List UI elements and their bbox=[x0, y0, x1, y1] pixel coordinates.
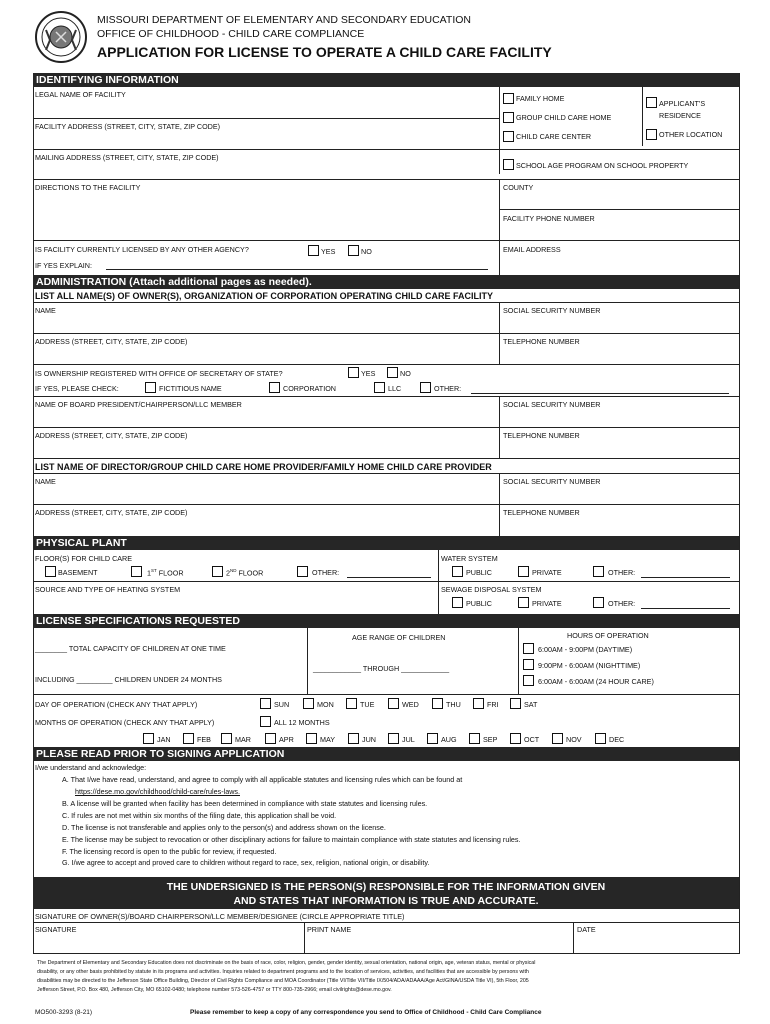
ack-a: A. That I/we have read, understand, and agree to comply with all applicable statutes and licensing rules which can be found at bbox=[62, 775, 463, 784]
sewage-other-label: OTHER: bbox=[608, 599, 636, 608]
sewage-public-checkbox[interactable] bbox=[452, 597, 463, 608]
section-physical-plant: PHYSICAL PLANT bbox=[33, 536, 739, 550]
fictitious-checkbox[interactable] bbox=[145, 382, 156, 393]
remember-note: Please remember to keep a copy of any correspondence you send to Office of Childhood - Child Care Compliance bbox=[190, 1009, 542, 1016]
day-sun-label: SUN bbox=[274, 700, 290, 709]
nighttime-checkbox[interactable] bbox=[523, 659, 534, 670]
month-jan-checkbox[interactable] bbox=[143, 733, 154, 744]
date-label: DATE bbox=[577, 925, 596, 934]
month-jun-checkbox[interactable] bbox=[348, 733, 359, 744]
form-number: MO500-3293 (8-21) bbox=[35, 1009, 93, 1016]
daytime-checkbox[interactable] bbox=[523, 643, 534, 654]
board-address-label: ADDRESS (STREET, CITY, STATE, ZIP CODE) bbox=[35, 431, 188, 440]
board-ssn-label: SOCIAL SECURITY NUMBER bbox=[503, 400, 601, 409]
signature-field[interactable] bbox=[34, 935, 303, 952]
month-feb-checkbox[interactable] bbox=[183, 733, 194, 744]
owner-telephone-label: TELEPHONE NUMBER bbox=[503, 337, 580, 346]
day-tue-checkbox[interactable] bbox=[346, 698, 357, 709]
all12-label: ALL 12 MONTHS bbox=[274, 718, 330, 727]
county-label: COUNTY bbox=[503, 183, 534, 192]
second-floor-label: 2ND FLOOR bbox=[226, 568, 264, 578]
month-apr-checkbox[interactable] bbox=[265, 733, 276, 744]
first-floor-checkbox[interactable] bbox=[131, 566, 142, 577]
sos-no-label: NO bbox=[400, 369, 411, 378]
corporation-label: CORPORATION bbox=[283, 384, 336, 393]
month-jan-label: JAN bbox=[157, 735, 171, 744]
email-label: EMAIL ADDRESS bbox=[503, 245, 561, 254]
sewage-private-label: PRIVATE bbox=[532, 599, 562, 608]
legal-name-label: LEGAL NAME OF FACILITY bbox=[35, 90, 126, 99]
day-wed-checkbox[interactable] bbox=[388, 698, 399, 709]
nondiscrimination-line-3: disabilities may be directed to the Jefferson State Office Building, Director of Civil Rights Compliance and MOA Coordinator (Title VI/Title VII/Title IX/504/ADA/ADAAA/Age Act/GINA/USDA Title VI), 5th Floor, 205 bbox=[37, 978, 529, 984]
basement-label: BASEMENT bbox=[58, 568, 98, 577]
day-sat-label: SAT bbox=[524, 700, 538, 709]
nighttime-label: 9:00PM - 6:00AM (NIGHTTIME) bbox=[538, 661, 641, 670]
water-public-label: PUBLIC bbox=[466, 568, 492, 577]
24hour-label: 6:00AM - 6:00AM (24 HOUR CARE) bbox=[538, 677, 654, 686]
first-floor-label: 1ST FLOOR bbox=[147, 568, 184, 578]
sewage-other-checkbox[interactable] bbox=[593, 597, 604, 608]
day-sat-checkbox[interactable] bbox=[510, 698, 521, 709]
owner-ssn-label: SOCIAL SECURITY NUMBER bbox=[503, 306, 601, 315]
facility-address-label: FACILITY ADDRESS (STREET, CITY, STATE, ZIP CODE) bbox=[35, 122, 221, 131]
floor-other-label: OTHER: bbox=[312, 568, 340, 577]
nondiscrimination-line-1: The Department of Elementary and Secondary Education does not discriminate on the basis of race, color, religion, gender, gender identity, sexual orientation, national origin, age, veteran status, mental or physical bbox=[37, 960, 536, 966]
licensed-question: IS FACILITY CURRENTLY LICENSED BY ANY OTHER AGENCY? bbox=[35, 245, 249, 254]
sos-no-checkbox[interactable] bbox=[387, 367, 398, 378]
group-home-checkbox[interactable] bbox=[503, 112, 514, 123]
water-other-checkbox[interactable] bbox=[593, 566, 604, 577]
day-tue-label: TUE bbox=[360, 700, 375, 709]
school-age-checkbox[interactable] bbox=[503, 159, 514, 170]
under-24-label: INCLUDING _________ CHILDREN UNDER 24 MONTHS bbox=[35, 675, 222, 684]
other-location-checkbox[interactable] bbox=[646, 129, 657, 140]
rules-link[interactable]: https://dese.mo.gov/childhood/child-care/rules-laws. bbox=[75, 787, 240, 796]
facility-phone-label: FACILITY PHONE NUMBER bbox=[503, 214, 595, 223]
print-name-field[interactable] bbox=[305, 935, 572, 952]
section-administration: ADMINISTRATION (Attach additional pages as needed). bbox=[33, 275, 739, 289]
total-capacity-label: ________ TOTAL CAPACITY OF CHILDREN AT ONE TIME bbox=[35, 644, 226, 653]
all12-checkbox[interactable] bbox=[260, 716, 271, 727]
ack-g: G. I/we agree to accept and proved care to children without regard to race, sex, religion, national origin, or disability. bbox=[62, 858, 430, 867]
sewage-other-field[interactable] bbox=[641, 608, 730, 609]
ack-d: D. The license is not transferable and applies only to the person(s) and address shown on the license. bbox=[62, 823, 386, 832]
list-owners-label: LIST ALL NAME(S) OF OWNER(S), ORGANIZATION OF CORPORATION OPERATING CHILD CARE FACILITY bbox=[35, 291, 493, 301]
month-dec-checkbox[interactable] bbox=[595, 733, 606, 744]
owner-address-label: ADDRESS (STREET, CITY, STATE, ZIP CODE) bbox=[35, 337, 188, 346]
sos-yes-checkbox[interactable] bbox=[348, 367, 359, 378]
day-mon-label: MON bbox=[317, 700, 334, 709]
month-sep-label: SEP bbox=[483, 735, 498, 744]
age-range-label: AGE RANGE OF CHILDREN bbox=[352, 633, 446, 642]
month-nov-label: NOV bbox=[566, 735, 582, 744]
applicants-label: APPLICANT'S bbox=[659, 99, 706, 108]
months-operation-label: MONTHS OF OPERATION (CHECK ANY THAT APPLY) bbox=[35, 718, 215, 727]
family-home-label: FAMILY HOME bbox=[516, 94, 565, 103]
other-org-field[interactable] bbox=[471, 393, 729, 394]
if-yes-check-label: IF YES, PLEASE CHECK: bbox=[35, 384, 119, 393]
print-name-label: PRINT NAME bbox=[307, 925, 352, 934]
month-nov-checkbox[interactable] bbox=[552, 733, 563, 744]
sos-question: IS OWNERSHIP REGISTERED WITH OFFICE OF SECRETARY OF STATE? bbox=[35, 369, 283, 378]
month-aug-label: AUG bbox=[441, 735, 457, 744]
nondiscrimination-line-4: Jefferson Street, P.O. Box 480, Jefferson City, MO 65102-0480; telephone number 573-526-4757 or TTY 800-735-2966; email civilrights@dese.mo.gov. bbox=[37, 987, 392, 993]
group-home-label: GROUP CHILD CARE HOME bbox=[516, 113, 612, 122]
director-name-label: NAME bbox=[35, 477, 56, 486]
sewage-label: SEWAGE DISPOSAL SYSTEM bbox=[441, 585, 542, 594]
owner-name-label: NAME bbox=[35, 306, 56, 315]
water-other-label: OTHER: bbox=[608, 568, 636, 577]
office-name: OFFICE OF CHILDHOOD - CHILD CARE COMPLIANCE bbox=[97, 28, 365, 40]
applicants-residence-checkbox[interactable] bbox=[646, 97, 657, 108]
basement-checkbox[interactable] bbox=[45, 566, 56, 577]
residence-label: RESIDENCE bbox=[659, 111, 701, 120]
hours-label: HOURS OF OPERATION bbox=[567, 631, 649, 640]
directions-label: DIRECTIONS TO THE FACILITY bbox=[35, 183, 141, 192]
floors-label: FLOOR(S) FOR CHILD CARE bbox=[35, 554, 133, 563]
section-please-read: PLEASE READ PRIOR TO SIGNING APPLICATION bbox=[33, 747, 739, 761]
list-director-label: LIST NAME OF DIRECTOR/GROUP CHILD CARE HOME PROVIDER/FAMILY HOME CHILD CARE PROVIDER bbox=[35, 462, 492, 472]
second-floor-checkbox[interactable] bbox=[212, 566, 223, 577]
department-name: MISSOURI DEPARTMENT OF ELEMENTARY AND SECONDARY EDUCATION bbox=[97, 14, 471, 26]
month-mar-checkbox[interactable] bbox=[221, 733, 232, 744]
undersigned-banner: THE UNDERSIGNED IS THE PERSON(S) RESPONSIBLE FOR THE INFORMATION GIVEN AND STATES THAT INFORMATION IS TRUE AND ACCURATE. bbox=[33, 877, 739, 909]
director-telephone-label: TELEPHONE NUMBER bbox=[503, 508, 580, 517]
explain-field[interactable] bbox=[106, 269, 488, 270]
family-home-checkbox[interactable] bbox=[503, 93, 514, 104]
section-license-specs: LICENSE SPECIFICATIONS REQUESTED bbox=[33, 614, 739, 628]
month-may-label: MAY bbox=[320, 735, 336, 744]
if-yes-explain-label: IF YES EXPLAIN: bbox=[35, 261, 92, 270]
licensed-no-label: NO bbox=[361, 247, 372, 256]
director-address-label: ADDRESS (STREET, CITY, STATE, ZIP CODE) bbox=[35, 508, 188, 517]
month-sep-checkbox[interactable] bbox=[469, 733, 480, 744]
licensed-no-checkbox[interactable] bbox=[348, 245, 359, 256]
board-president-label: NAME OF BOARD PRESIDENT/CHAIRPERSON/LLC MEMBER bbox=[35, 400, 242, 409]
day-fri-checkbox[interactable] bbox=[473, 698, 484, 709]
nondiscrimination-line-2: disability, or any other basis prohibited by statute in its programs and activities. Inquiries related to department programs and to the location of services, activities, and facilities that are accessible by persons with bbox=[37, 969, 529, 975]
month-oct-checkbox[interactable] bbox=[510, 733, 521, 744]
mailing-address-label: MAILING ADDRESS (STREET, CITY, STATE, ZIP CODE) bbox=[35, 153, 219, 162]
ack-e: E. The license may be subject to revocation or other disciplinary actions for failure to maintain compliance with state statutes and licensing rules. bbox=[62, 835, 521, 844]
daytime-label: 6:00AM - 9:00PM (DAYTIME) bbox=[538, 645, 633, 654]
signature-owner-label: SIGNATURE OF OWNER(S)/BOARD CHAIRPERSON/LLC MEMBER/DESIGNEE (CIRCLE APPROPRIATE TITLE) bbox=[35, 912, 405, 921]
age-through-field[interactable]: ____________ THROUGH ____________ bbox=[313, 664, 450, 673]
child-care-center-checkbox[interactable] bbox=[503, 131, 514, 142]
heating-label: SOURCE AND TYPE OF HEATING SYSTEM bbox=[35, 585, 181, 594]
llc-checkbox[interactable] bbox=[374, 382, 385, 393]
director-ssn-label: SOCIAL SECURITY NUMBER bbox=[503, 477, 601, 486]
month-mar-label: MAR bbox=[235, 735, 251, 744]
licensed-yes-checkbox[interactable] bbox=[308, 245, 319, 256]
day-thu-checkbox[interactable] bbox=[432, 698, 443, 709]
month-may-checkbox[interactable] bbox=[306, 733, 317, 744]
state-seal-logo bbox=[34, 10, 88, 64]
day-operation-label: DAY OF OPERATION (CHECK ANY THAT APPLY) bbox=[35, 700, 198, 709]
month-feb-label: FEB bbox=[197, 735, 211, 744]
other-org-label: OTHER: bbox=[434, 384, 462, 393]
ack-f: F. The licensing record is open to the public for review, if requested. bbox=[62, 847, 277, 856]
day-thu-label: THU bbox=[446, 700, 461, 709]
licensed-yes-label: YES bbox=[321, 247, 336, 256]
water-private-label: PRIVATE bbox=[532, 568, 562, 577]
water-other-field[interactable] bbox=[641, 577, 730, 578]
other-org-checkbox[interactable] bbox=[420, 382, 431, 393]
floor-other-field[interactable] bbox=[347, 577, 431, 578]
other-location-label: OTHER LOCATION bbox=[659, 130, 723, 139]
ack-b: B. A license will be granted when facility has been determined in compliance with state statutes and licensing rules. bbox=[62, 799, 428, 808]
corporation-checkbox[interactable] bbox=[269, 382, 280, 393]
acknowledge-intro: I/we understand and acknowledge: bbox=[35, 763, 147, 772]
sewage-public-label: PUBLIC bbox=[466, 599, 492, 608]
day-wed-label: WED bbox=[402, 700, 419, 709]
water-public-checkbox[interactable] bbox=[452, 566, 463, 577]
month-jun-label: JUN bbox=[362, 735, 376, 744]
month-dec-label: DEC bbox=[609, 735, 625, 744]
water-system-label: WATER SYSTEM bbox=[441, 554, 498, 563]
sos-yes-label: YES bbox=[361, 369, 376, 378]
form-title: APPLICATION FOR LICENSE TO OPERATE A CHILD CARE FACILITY bbox=[97, 44, 552, 60]
child-care-center-label: CHILD CARE CENTER bbox=[516, 132, 592, 141]
date-field[interactable] bbox=[574, 935, 738, 952]
signature-field-label: SIGNATURE bbox=[35, 925, 77, 934]
sewage-private-checkbox[interactable] bbox=[518, 597, 529, 608]
month-jul-checkbox[interactable] bbox=[388, 733, 399, 744]
board-telephone-label: TELEPHONE NUMBER bbox=[503, 431, 580, 440]
day-fri-label: FRI bbox=[487, 700, 499, 709]
month-apr-label: APR bbox=[279, 735, 294, 744]
day-sun-checkbox[interactable] bbox=[260, 698, 271, 709]
ack-c: C. If rules are not met within six months of the filing date, this application shall be void. bbox=[62, 811, 337, 820]
month-oct-label: OCT bbox=[524, 735, 540, 744]
school-age-label: SCHOOL AGE PROGRAM ON SCHOOL PROPERTY bbox=[516, 161, 689, 170]
fictitious-label: FICTITIOUS NAME bbox=[159, 384, 222, 393]
24hour-checkbox[interactable] bbox=[523, 675, 534, 686]
floor-other-checkbox[interactable] bbox=[297, 566, 308, 577]
month-jul-label: JUL bbox=[402, 735, 415, 744]
month-aug-checkbox[interactable] bbox=[427, 733, 438, 744]
day-mon-checkbox[interactable] bbox=[303, 698, 314, 709]
section-identifying: IDENTIFYING INFORMATION bbox=[33, 73, 739, 87]
water-private-checkbox[interactable] bbox=[518, 566, 529, 577]
llc-label: LLC bbox=[388, 384, 402, 393]
